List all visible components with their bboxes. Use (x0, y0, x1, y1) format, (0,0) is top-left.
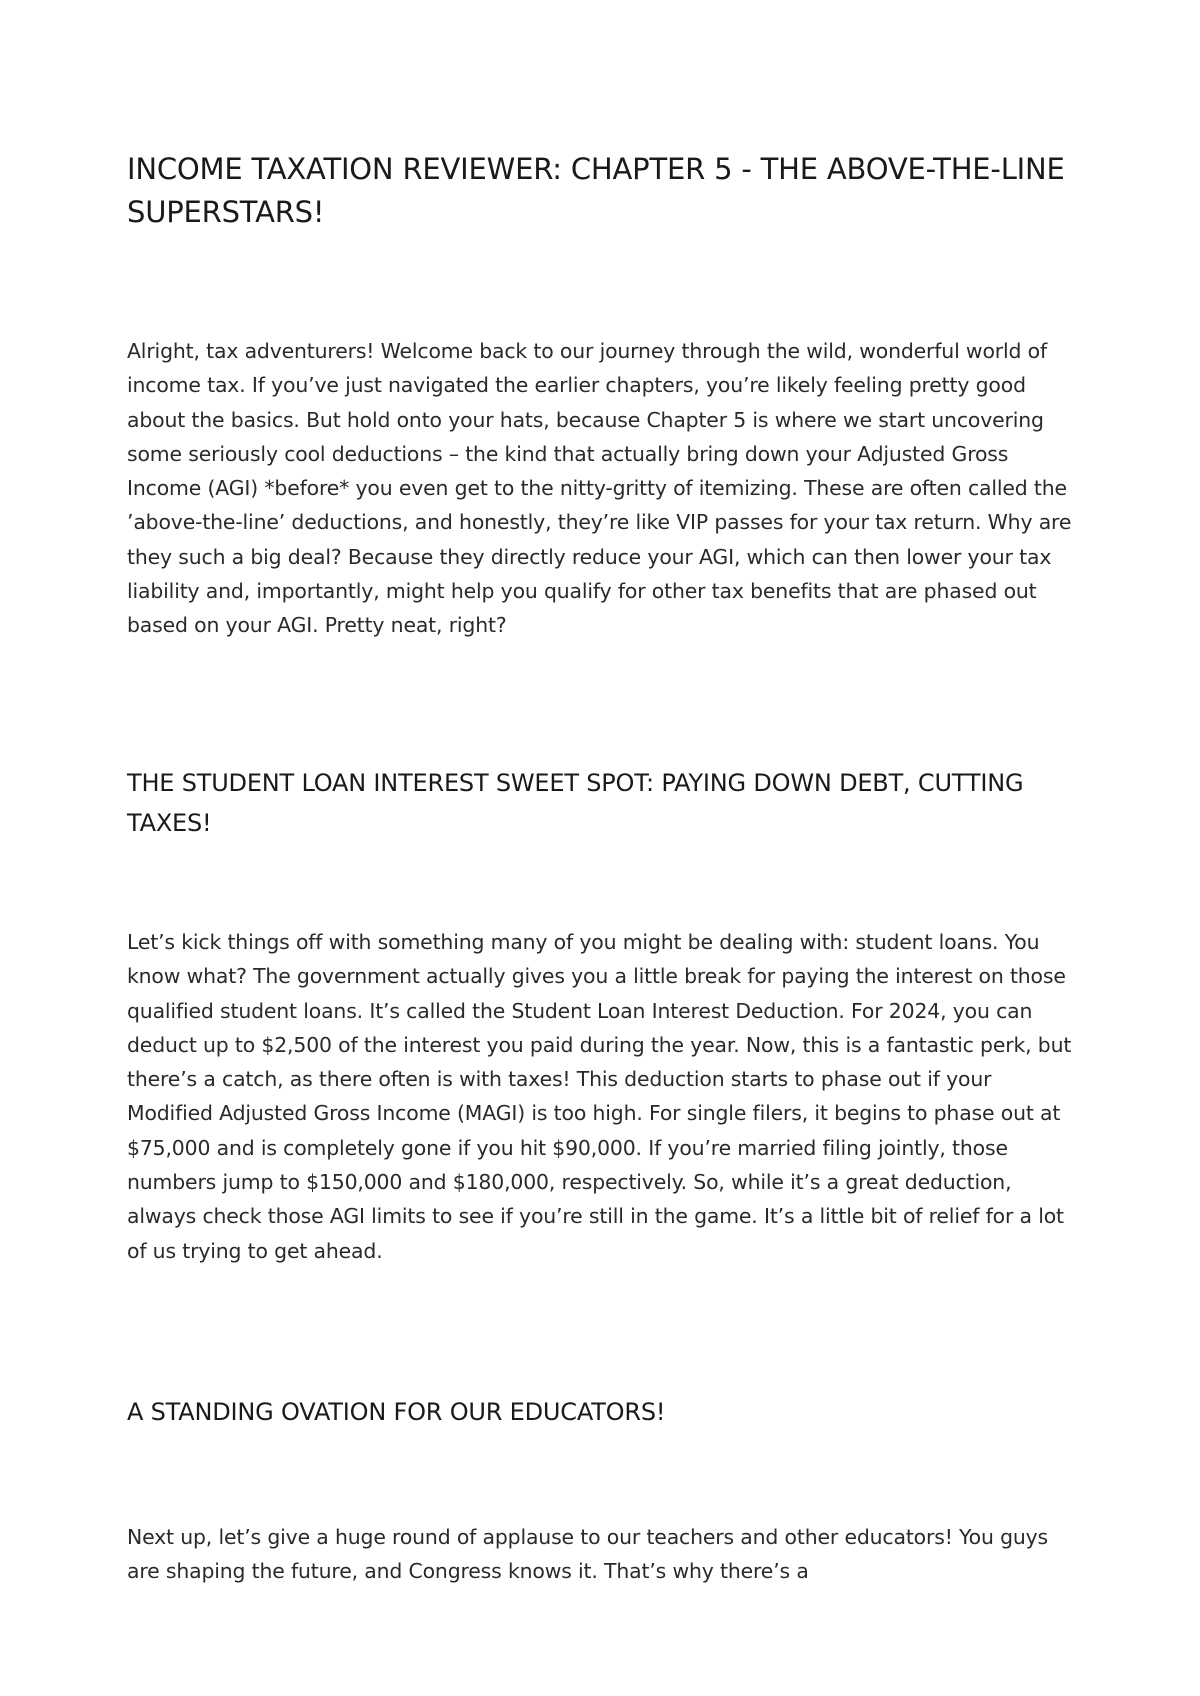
section-heading-educators: A STANDING OVATION FOR OUR EDUCATORS! (127, 1398, 666, 1426)
document-title: INCOME TAXATION REVIEWER: CHAPTER 5 - THE ABOVE-THE-LINE SUPERSTARS! (127, 152, 1065, 229)
section-body-educators: Next up, let’s give a huge round of applause to our teachers and other educators! You guys are shaping the future, and Congress knows it. That’s why there’s a (127, 1525, 1049, 1584)
section-heading-student-loan: THE STUDENT LOAN INTEREST SWEET SPOT: PAYING DOWN DEBT, CUTTING TAXES! (127, 769, 1024, 837)
section-body-student-loan: Let’s kick things off with something many of you might be dealing with: student loans. You know what? The government actually gives you a little break for paying the interest on those qualified student loans. It’s called the Student Loan Interest Deduction. For 2024, you can deduct up to $2,500 of the interest you paid during the year. Now, this is a fantastic perk, but there’s a catch, as there often is with taxes! This deduction starts to phase out if your Modified Adjusted Gross Income (MAGI) is too high. For single filers, it begins to phase out at $75,000 and is completely gone if you hit $90,000. If you’re married filing jointly, those numbers jump to $150,000 and $180,000, respectively. So, while it’s a great deduction, always check those AGI limits to see if you’re still in the game. It’s a little bit of relief for a lot of us trying to get ahead. (127, 930, 1072, 1263)
intro-paragraph: Alright, tax adventurers! Welcome back to our journey through the wild, wonderful world of income tax. If you’ve just navigated the earlier chapters, you’re likely feeling pretty good about the basics. But hold onto your hats, because Chapter 5 is where we start uncovering some seriously cool deductions – the kind that actually bring down your Adjusted Gross Income (AGI) *before* you even get to the nitty-gritty of itemizing. These are often called the ’above-the-line’ deductions, and honestly, they’re like VIP passes for your tax return. Why are they such a big deal? Because they directly reduce your AGI, which can then lower your tax liability and, importantly, might help you qualify for other tax benefits that are phased out based on your AGI. Pretty neat, right? (127, 339, 1072, 638)
